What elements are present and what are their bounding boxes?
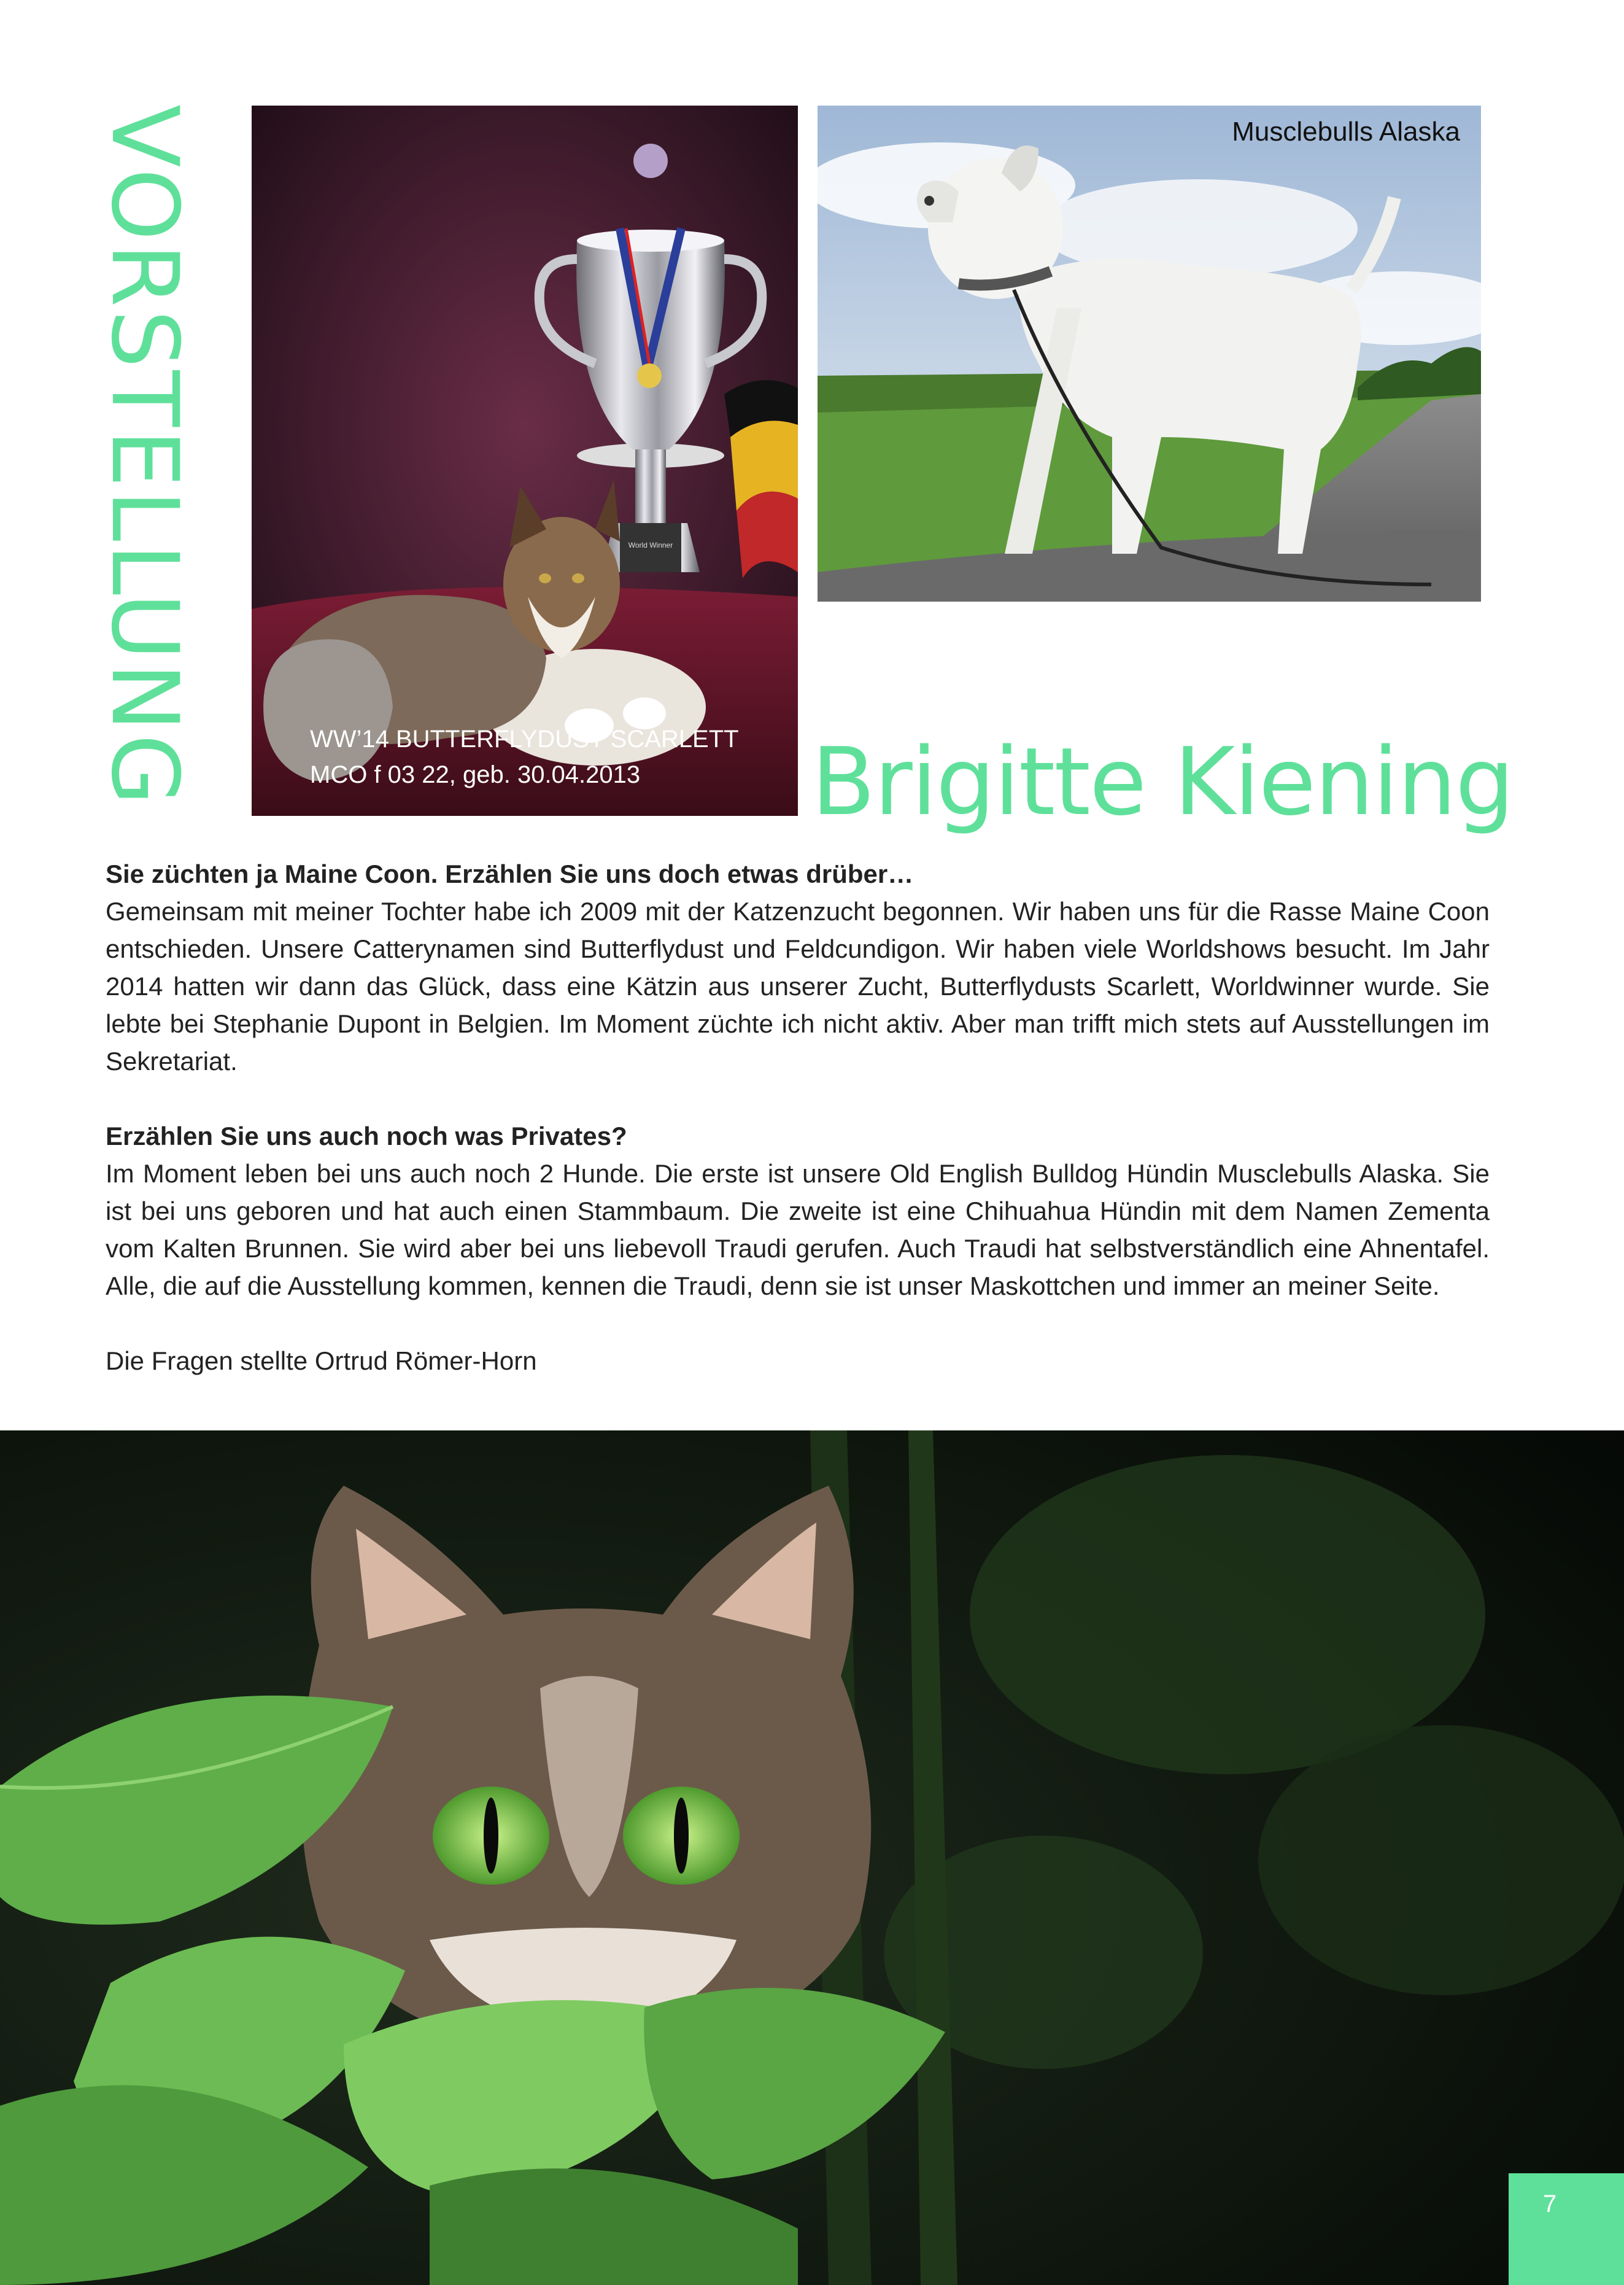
- cat-photo-caption: [310, 721, 739, 793]
- page-number-box: [1509, 2173, 1624, 2285]
- cat-trophy-illustration: [252, 106, 798, 816]
- interview-credit: Die Fragen stellte Ortrud Römer-Horn: [106, 1346, 537, 1375]
- article-body: [106, 855, 1490, 1379]
- page-number: 7: [1543, 2190, 1557, 2217]
- question-1: Sie züchten ja Maine Coon. Erzählen Sie uns doch etwas drüber…: [106, 859, 914, 888]
- trophy-plate-text: World Winner: [628, 541, 673, 549]
- cat-leaves-illustration: [0, 1430, 1624, 2285]
- dog-photo: [818, 106, 1481, 602]
- article-heading: Brigitte Kiening: [811, 727, 1514, 836]
- dog-photo-caption: Musclebulls Alaska: [1232, 117, 1460, 147]
- question-2: Erzählen Sie uns auch noch was Privates?: [106, 1122, 627, 1150]
- answer-2: Im Moment leben bei uns auch noch 2 Hunde. Die erste ist unsere Old English Bulldog Hündin Musclebulls Alaska. Sie ist bei uns geboren und hat auch einen Stammbaum. Die zweite ist eine Chihuahua Hündin mit dem Namen Zementa vom Kalten Brunnen. Sie wird aber bei uns liebevoll Traudi gerufen. Auch Traudi hat selbstverständlich eine Ahnentafel. Alle, die auf die Ausstellung kommen, kennen die Traudi, denn sie ist unser Maskottchen und immer an meiner Seite.: [106, 1159, 1490, 1300]
- cat-trophy-photo: [252, 106, 798, 816]
- cat-leaves-photo: [0, 1430, 1624, 2285]
- section-title-vertical: VORSTELLUNG: [91, 104, 198, 808]
- bulldog-illustration: [818, 106, 1481, 602]
- cat-caption-line1: WW’14 BUTTERFLYDUST SCARLETT: [310, 726, 739, 753]
- cat-caption-line2: MCO f 03 22, geb. 30.04.2013: [310, 761, 641, 788]
- answer-1: Gemeinsam mit meiner Tochter habe ich 2009 mit der Katzenzucht begonnen. Wir haben uns für die Rasse Maine Coon entschieden. Unsere Catterynamen sind Butterflydust und Feldcundigon. Wir haben viele Worldshows besucht. Im Jahr 2014 hatten wir dann das Glück, dass eine Kätzin aus unserer Zucht, Butterflydusts Scarlett, Worldwinner wurde. Sie lebte bei Stephanie Dupont in Belgien. Im Moment züchte ich nicht aktiv. Aber man trifft mich stets auf Ausstellungen im Sekretariat.: [106, 897, 1490, 1076]
